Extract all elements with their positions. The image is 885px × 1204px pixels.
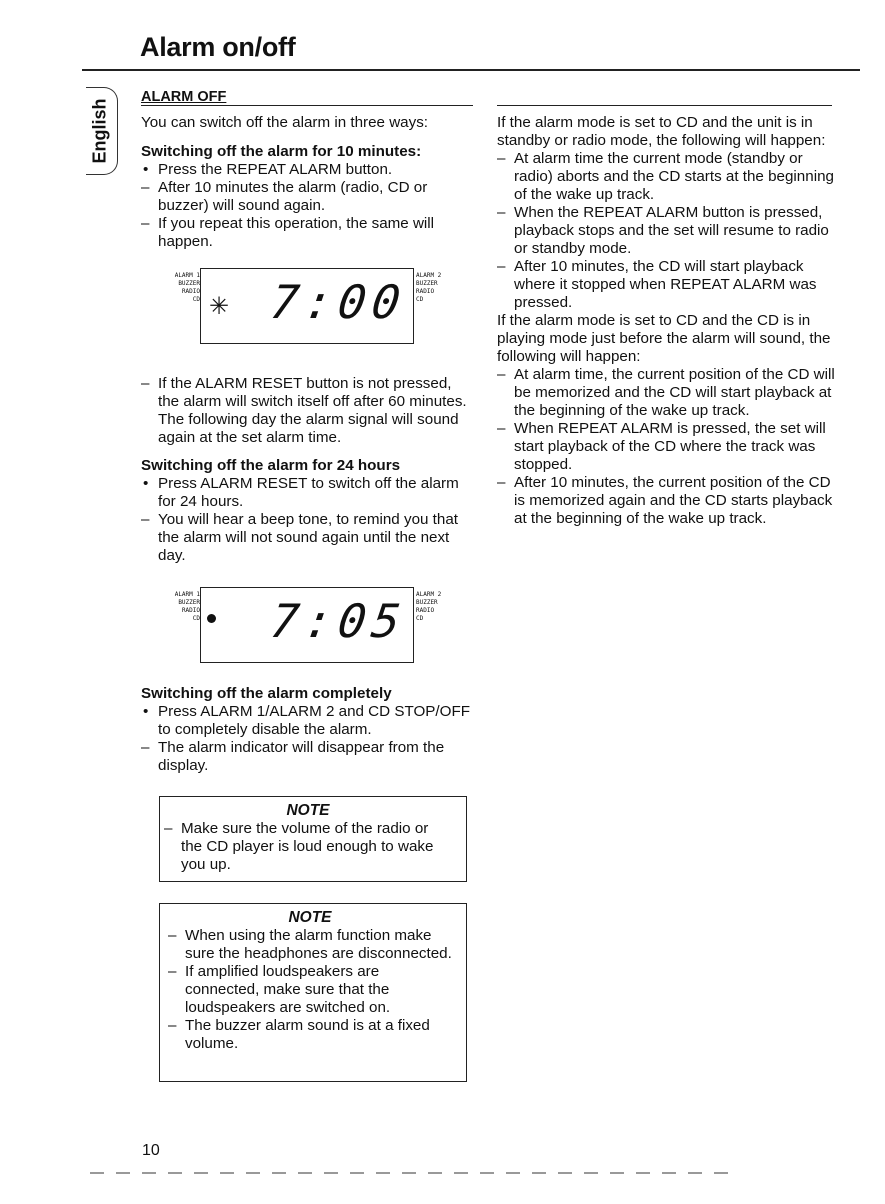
lcd2-screen <box>200 587 414 663</box>
page-title: Alarm on/off <box>140 32 296 62</box>
lcd2-right-labels: ALARM 2 BUZZER RADIO CD <box>416 591 442 622</box>
lcd1-right-labels: ALARM 2 BUZZER RADIO CD <box>416 272 442 303</box>
sub1-heading: Switching off the alarm for 10 minutes: <box>141 143 422 160</box>
sub3-heading: Switching off the alarm completely <box>141 685 392 702</box>
right-p1-dash-3: – After 10 minutes, the CD will start playback where it stopped when REPEAT ALARM was pressed. <box>497 258 835 312</box>
sub3-dash: – The alarm indicator will disappear from the display. <box>141 739 473 775</box>
title-rule <box>82 69 860 71</box>
note1-item: – Make sure the volume of the radio or the CD player is loud enough to wake you up. <box>164 820 452 874</box>
lcd1-screen <box>200 268 414 344</box>
left-text-block-1 <box>141 114 471 251</box>
right-p2-dash-2: – When REPEAT ALARM is pressed, the set will start playback of the CD where the track was stopped. <box>497 420 835 474</box>
note2-item-2: – If amplified loudspeakers are connected, make sure that the loudspeakers are switched on. <box>168 963 452 1017</box>
note-box-2 <box>159 903 467 1082</box>
note2-title: NOTE <box>288 909 332 926</box>
language-tab-label: English <box>89 98 110 164</box>
right-p1-dash-2: – When the REPEAT ALARM button is pressed, playback stops and the set will resume to radio or standby mode. <box>497 204 835 258</box>
alarm-sun-icon: ✳ <box>209 293 230 320</box>
page-number: 10 <box>142 1142 160 1159</box>
sub2-dash: – You will hear a beep tone, to remind you that the alarm will not sound again until the next day. <box>141 511 473 565</box>
sub1-bullet: • Press the REPEAT ALARM button. <box>141 161 471 179</box>
footer-rule <box>90 1172 730 1174</box>
sub2-bullet: • Press ALARM RESET to switch off the alarm for 24 hours. <box>141 475 473 511</box>
note-box-1 <box>159 796 467 882</box>
lcd-display-2 <box>160 587 460 665</box>
note2-item-3: – The buzzer alarm sound is at a fixed volume. <box>168 1017 452 1053</box>
lcd-display-1 <box>160 268 460 346</box>
lcd1-left-labels: ALARM 1 BUZZER RADIO CD <box>174 272 200 303</box>
right-p2-dash-3: – After 10 minutes, the current position of the CD is memorized again and the CD starts playback at the beginning of the wake up track. <box>497 474 835 528</box>
sub2-heading: Switching off the alarm for 24 hours <box>141 457 401 474</box>
right-p1-dash-1: – At alarm time the current mode (standby or radio) aborts and the CD starts at the beginning of the wake up track. <box>497 150 835 204</box>
sub1-dash-1: – After 10 minutes the alarm (radio, CD or buzzer) will sound again. <box>141 179 471 215</box>
alarm-dot-icon <box>207 614 216 623</box>
note1-title: NOTE <box>286 802 330 819</box>
sub1-dash-2: – If you repeat this operation, the same will happen. <box>141 215 471 251</box>
right-p2-dash-1: – At alarm time, the current position of the CD will be memorized and the CD will start playback at the beginning of the wake up track. <box>497 366 835 420</box>
section-rule-left <box>141 105 473 106</box>
right-p2: If the alarm mode is set to CD and the CD is in playing mode just before the alarm will sound, the following will happen: <box>497 312 831 365</box>
left-text-block-3 <box>141 685 473 775</box>
alarm-off-heading: ALARM OFF <box>141 89 227 105</box>
intro-text: You can switch off the alarm in three ways: <box>141 114 429 131</box>
right-text-block <box>497 114 835 528</box>
section-rule-right <box>497 105 832 106</box>
lcd1-time: 7:00 <box>267 275 410 329</box>
sub3-bullet: • Press ALARM 1/ALARM 2 and CD STOP/OFF to completely disable the alarm. <box>141 703 473 739</box>
right-p1: If the alarm mode is set to CD and the unit is in standby or radio mode, the following will happen: <box>497 114 826 149</box>
lcd2-left-labels: ALARM 1 BUZZER RADIO CD <box>174 591 200 622</box>
lcd2-time: 7:05 <box>267 594 410 648</box>
left-text-block-2 <box>141 375 473 565</box>
after-display1-dash: – If the ALARM RESET button is not pressed, the alarm will switch itself off after 60 minutes. The following day the alarm signal will sound again at the set alarm time. <box>141 375 473 447</box>
note2-item-1: – When using the alarm function make sure the headphones are disconnected. <box>168 927 452 963</box>
